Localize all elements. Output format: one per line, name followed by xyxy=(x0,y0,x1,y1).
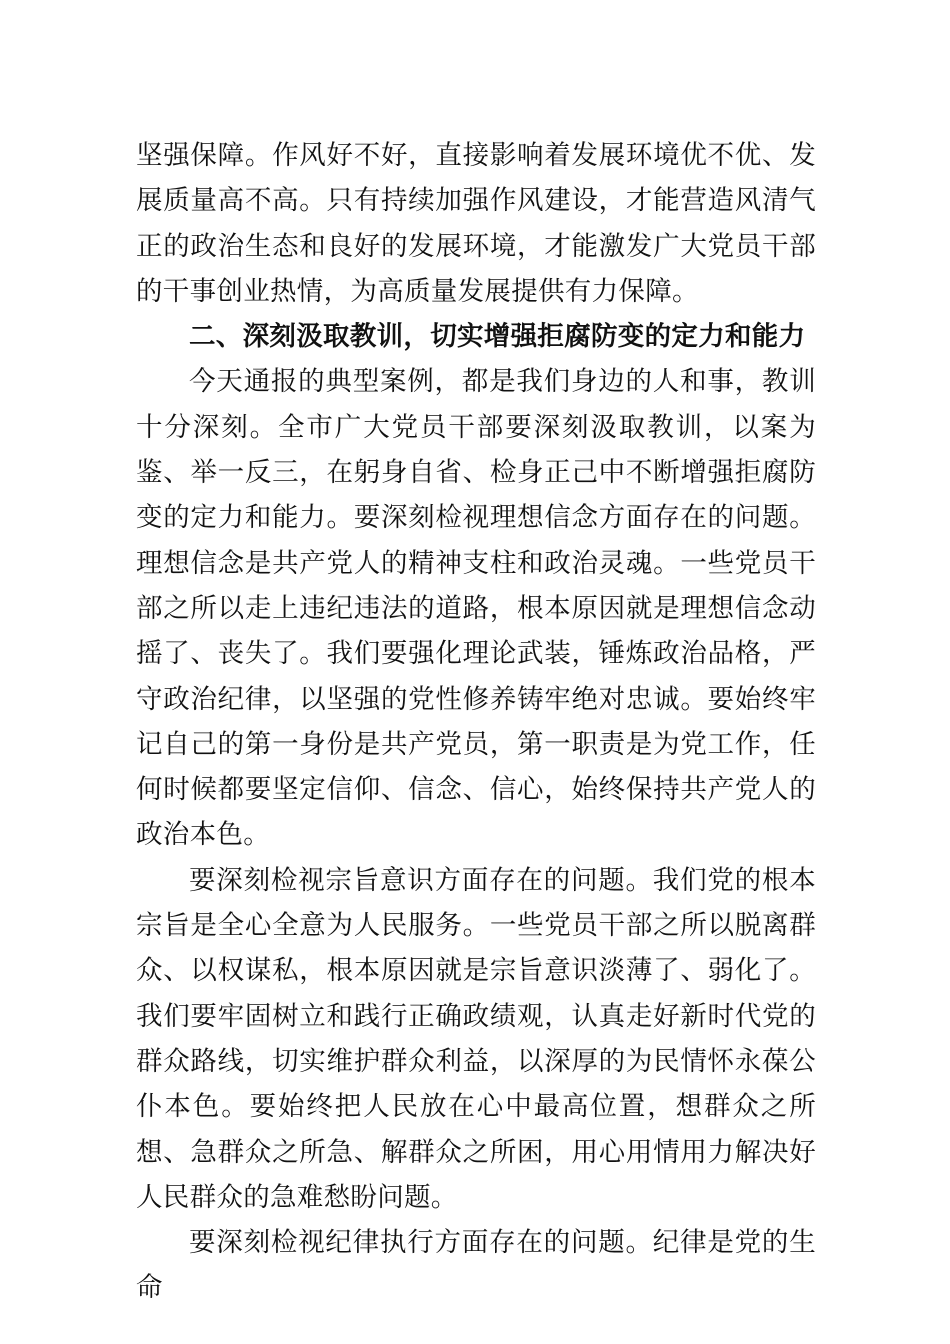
paragraph-continuation: 坚强保障。作风好不好，直接影响着发展环境优不优、发展质量高不高。只有持续加强作风建设，才能营造风清气正的政治生态和良好的发展环境，才能激发广大党员干部的干事创业热情，为高质量发展提供有力保障。 xyxy=(136,140,816,307)
paragraph-purpose: 要深刻检视宗旨意识方面存在的问题。我们党的根本宗旨是全心全意为人民服务。一些党员干部之所以脱离群众、以权谋私，根本原因就是宗旨意识淡薄了、弱化了。我们要牢固树立和践行正确政绩观，认真走好新时代党的群众路线，切实维护群众利益，以深厚的为民情怀永葆公仆本色。要始终把人民放在心中最高位置，想群众之所想、急群众之所急、解群众之所困，用心用情用力解决好人民群众的急难愁盼问题。 xyxy=(136,864,816,1213)
document-body xyxy=(136,133,816,1311)
paragraph-discipline: 要深刻检视纪律执行方面存在的问题。纪律是党的生命 xyxy=(136,1227,816,1304)
paragraph-ideals: 今天通报的典型案例，都是我们身边的人和事，教训十分深刻。全市广大党员干部要深刻汲取教训，以案为鉴、举一反三，在躬身自省、检身正己中不断增强拒腐防变的定力和能力。要深刻检视理想信念方面存在的问题。理想信念是共产党人的精神支柱和政治灵魂。一些党员干部之所以走上违纪违法的道路，根本原因就是理想信念动摇了、丧失了。我们要强化理论武装，锤炼政治品格，严守政治纪律，以坚强的党性修养铸牢绝对忠诚。要始终牢记自己的第一身份是共产党员，第一职责是为党工作，任何时候都要坚定信仰、信念、信心，始终保持共产党人的政治本色。 xyxy=(136,366,816,851)
section-heading: 二、深刻汲取教训，切实增强拒腐防变的定力和能力 xyxy=(189,321,806,353)
